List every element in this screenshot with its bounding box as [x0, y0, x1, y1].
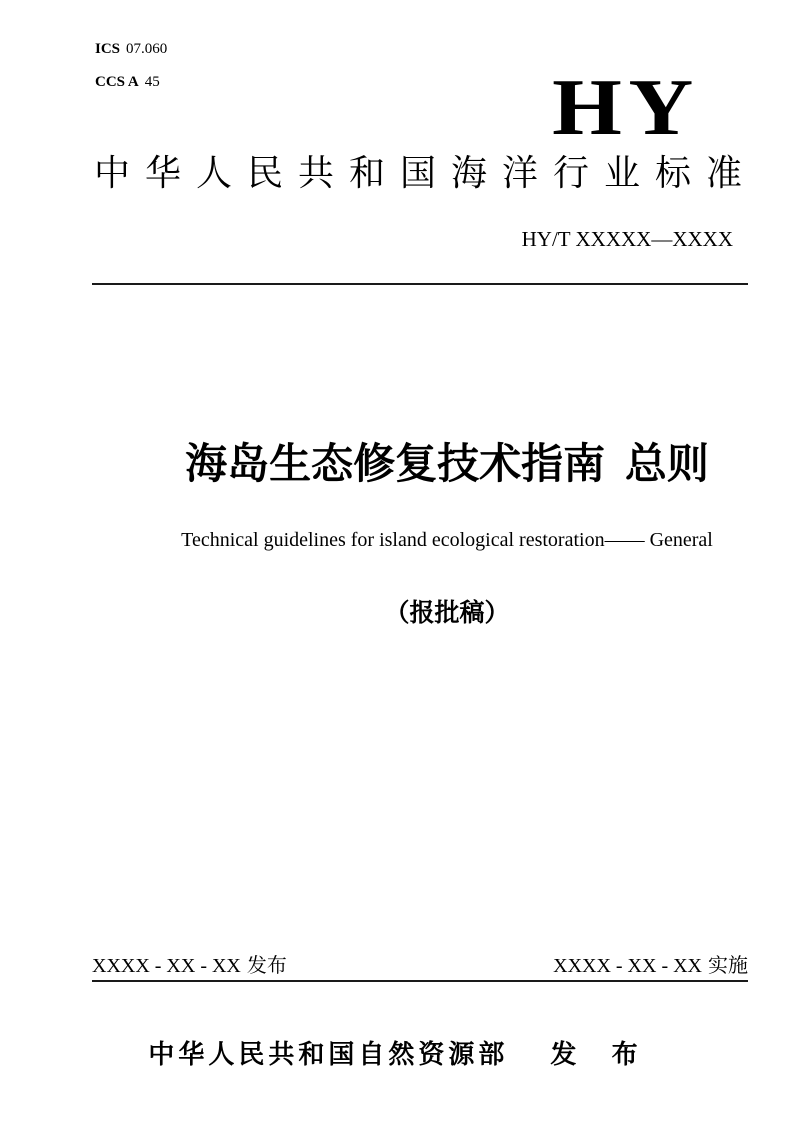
issue-date: XXXX - XX - XX — [92, 955, 241, 977]
ccs-label: CCS A — [95, 74, 139, 90]
ics-label: ICS — [95, 41, 121, 57]
national-standard-heading: 中华人民共和国海洋行业标准 — [94, 152, 758, 193]
issue-date-group — [92, 949, 287, 978]
issue-implement-date-row — [92, 948, 748, 982]
publish-action-label: 发 布 — [550, 1039, 652, 1069]
header-divider-rule — [92, 283, 748, 285]
standard-document-number: HY/T XXXXX—XXXX — [521, 227, 733, 251]
issue-label: 发布 — [246, 955, 287, 977]
publisher-name: 中华人民共和国自然资源部 — [148, 1039, 509, 1069]
publisher-footer — [0, 1034, 800, 1071]
implement-date-group — [553, 949, 748, 978]
hy-standard-logo: HY — [552, 64, 700, 152]
ics-code-line — [95, 41, 167, 58]
document-title-chinese: 海岛生态修复技术指南 总则 — [185, 440, 709, 487]
draft-status-note: （报批稿） — [384, 599, 510, 627]
implement-label: 实施 — [708, 955, 748, 977]
ccs-value: 45 — [144, 74, 160, 90]
document-title-english: Technical guidelines for island ecological restoration—— General — [181, 529, 713, 551]
ics-value: 07.060 — [126, 41, 168, 57]
implement-date: XXXX - XX - XX — [553, 955, 702, 977]
ccs-code-line — [95, 74, 160, 91]
